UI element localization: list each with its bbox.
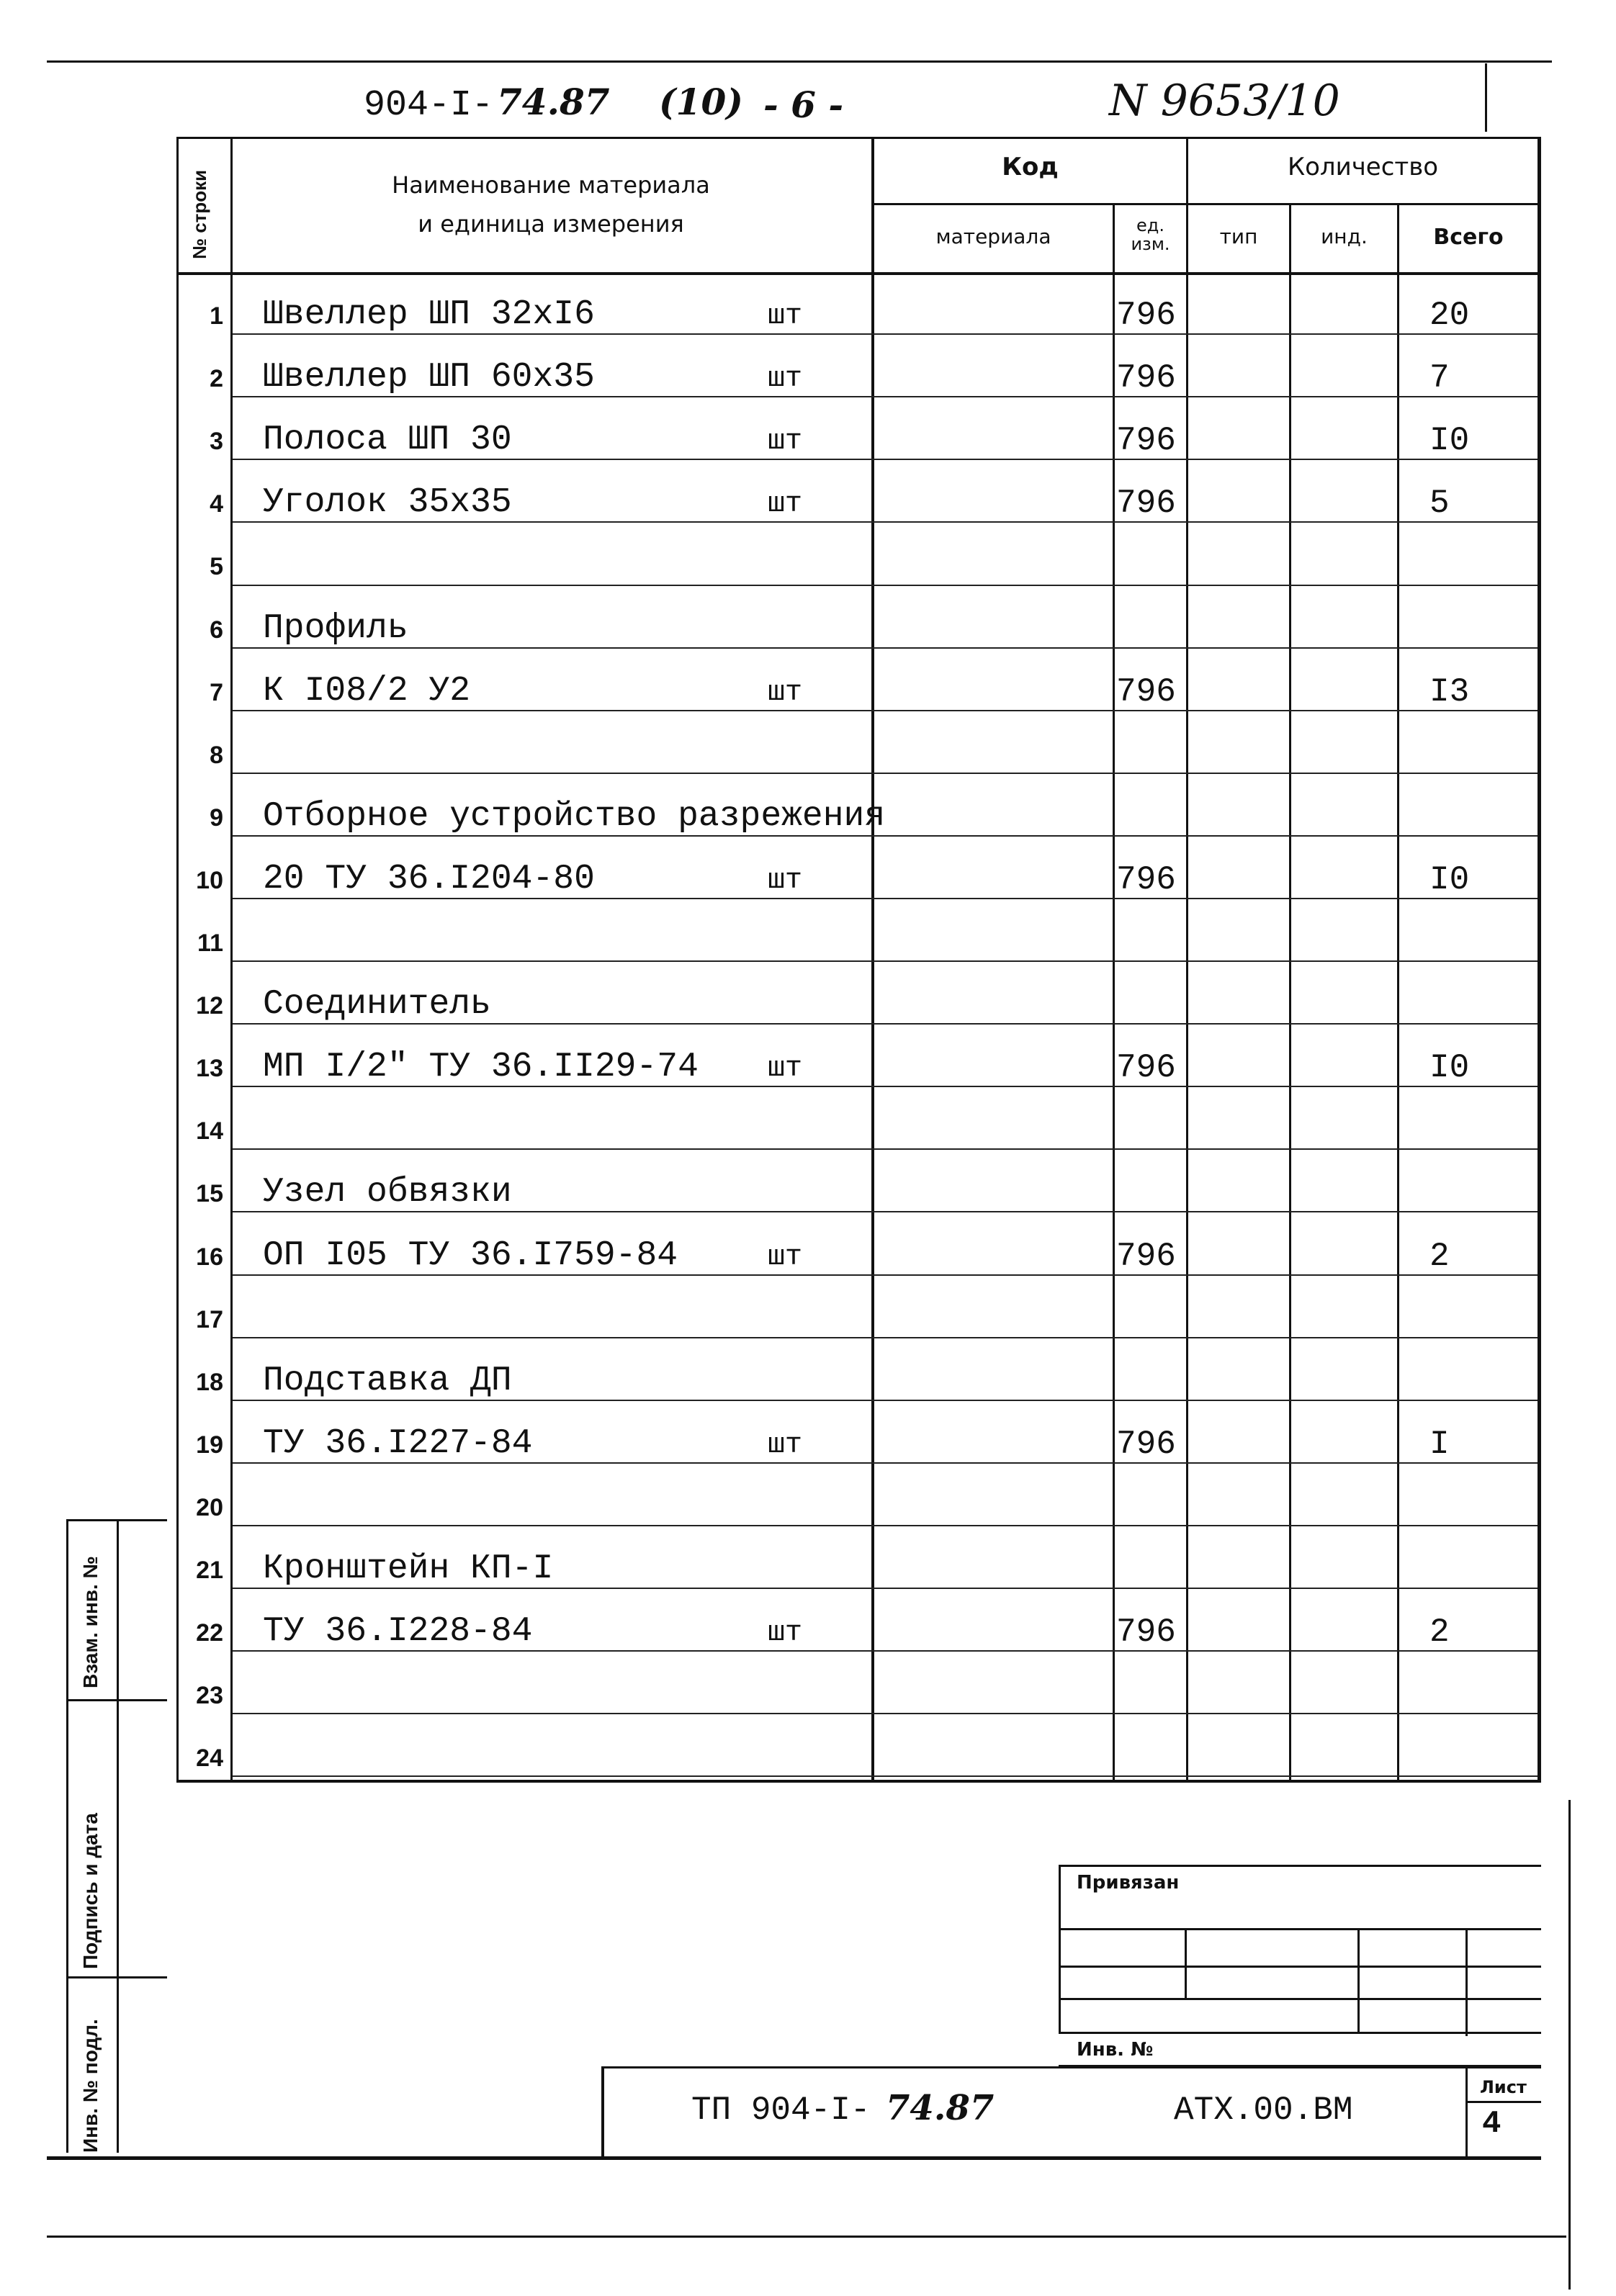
unit-cell: шт: [768, 1053, 803, 1085]
header-row-number: № строки: [189, 169, 210, 259]
row-separator: [233, 1775, 1538, 1777]
stamp-top-line: [1059, 1865, 1541, 1867]
sheet-number: (10): [659, 81, 743, 123]
material-name-cell: Отборное устройство разрежения: [263, 797, 886, 836]
material-name-cell: Профиль: [263, 609, 408, 648]
header-material-name-1: Наименование материала: [392, 171, 710, 199]
unit-code-cell: 796: [1116, 1613, 1176, 1651]
unit-cell: шт: [768, 426, 803, 458]
unit-cell: шт: [768, 1429, 803, 1462]
material-name-cell: МП I/2" ТУ 36.II29-74: [263, 1048, 699, 1086]
header-top-line: [176, 137, 1541, 139]
sheet-box-left: [1465, 2066, 1468, 2160]
quantity-total-cell: 2: [1429, 1238, 1450, 1275]
unit-cell: шт: [768, 865, 803, 897]
row-number-cell: 6: [210, 616, 223, 644]
unit-code-cell: 796: [1116, 1238, 1176, 1275]
unit-code-cell: 796: [1116, 485, 1176, 522]
col-row-number-border: [230, 137, 233, 1782]
stamp-row-line-3: [1059, 1998, 1541, 2000]
material-name-cell: Швеллер ШП 60х35: [263, 358, 595, 397]
col-ind-border: [1397, 203, 1399, 1782]
material-name-cell: ТУ 36.I227-84: [263, 1424, 533, 1463]
material-name-cell: 20 ТУ 36.I204-80: [263, 860, 595, 899]
row-number-cell: 8: [210, 742, 223, 769]
stamp-left-border: [1059, 1865, 1061, 2034]
material-name-cell: Швеллер ШП 32хI6: [263, 295, 595, 334]
col-unit-border: [1186, 137, 1188, 1782]
bottom-block-left-border: [601, 2066, 604, 2160]
row-number-cell: 24: [196, 1744, 223, 1772]
top-border-line: [47, 60, 1552, 63]
table-bottom-line: [176, 1780, 1541, 1783]
unit-code-cell: 796: [1116, 861, 1176, 899]
table-left-border: [176, 137, 179, 1782]
row-number-cell: 11: [197, 929, 223, 957]
side-strip-left-border: [66, 1519, 68, 2153]
header-qty-ind: инд.: [1321, 225, 1368, 248]
row-separator: [233, 647, 1538, 649]
unit-code-cell: 796: [1116, 1426, 1176, 1463]
quantity-total-cell: 20: [1429, 297, 1470, 334]
material-name-cell: Уголок 35х35: [263, 483, 512, 522]
unit-cell: шт: [768, 300, 803, 333]
material-name-cell: Соединитель: [263, 985, 491, 1024]
row-number-cell: 18: [196, 1369, 223, 1396]
bottom-block-bottom-line: [47, 2156, 1541, 2160]
stamp-row-line-2: [1059, 1966, 1541, 1968]
row-number-cell: 14: [196, 1117, 223, 1145]
unit-cell: шт: [768, 1241, 803, 1274]
doc-code-handwritten: 74.87: [886, 2088, 995, 2128]
page-mark: - 6 -: [763, 84, 844, 126]
header-code-group: Код: [1002, 153, 1059, 181]
sheet-label: Лист: [1480, 2077, 1527, 2097]
row-separator: [233, 1525, 1538, 1526]
row-number-cell: 17: [196, 1306, 223, 1333]
unit-code-cell: 796: [1116, 359, 1176, 397]
material-name-cell: ТУ 36.I228-84: [263, 1612, 533, 1651]
side-strip-right-border: [117, 1519, 119, 2153]
header-quantity-group: Количество: [1287, 153, 1439, 181]
side-label-signature-date: Подпись и дата: [79, 1813, 102, 1969]
unit-cell: шт: [768, 1617, 803, 1649]
row-number-cell: 15: [196, 1180, 223, 1207]
stamp-col-3: [1465, 1928, 1468, 2036]
row-number-cell: 4: [210, 490, 223, 518]
row-number-cell: 5: [210, 553, 223, 580]
material-name-cell: К I08/2 У2: [263, 672, 471, 711]
side-strip-divider-3: [66, 1976, 167, 1978]
unit-code-cell: 796: [1116, 1049, 1176, 1086]
side-strip-divider-1: [66, 1519, 167, 1521]
unit-code-cell: 796: [1116, 297, 1176, 334]
header-code-material: материала: [935, 225, 1051, 248]
material-name-cell: ОП I05 ТУ 36.I759-84: [263, 1236, 678, 1275]
material-name-cell: Полоса ШП 30: [263, 420, 512, 459]
side-label-replaced-inv: Взам. инв. №: [79, 1556, 102, 1688]
row-number-cell: 1: [210, 302, 223, 330]
row-number-cell: 2: [210, 365, 223, 392]
page-right-edge: [1568, 1800, 1571, 2290]
quantity-total-cell: 2: [1429, 1613, 1450, 1651]
quantity-total-cell: I0: [1429, 422, 1470, 459]
page-bottom-line: [47, 2236, 1566, 2238]
unit-cell: шт: [768, 363, 803, 395]
table-right-border: [1538, 137, 1541, 1782]
row-separator: [233, 585, 1538, 586]
col-name-border: [871, 137, 874, 1782]
row-number-cell: 9: [210, 804, 223, 832]
doc-suffix-handwritten: 74.87: [497, 81, 610, 123]
header-bottom-line: [176, 272, 1541, 275]
unit-cell: шт: [768, 677, 803, 709]
row-number-cell: 20: [196, 1494, 223, 1521]
header-code-unit: ед. изм.: [1131, 215, 1170, 254]
row-number-cell: 10: [196, 867, 223, 894]
doc-designation: АТХ.00.ВМ: [1174, 2092, 1353, 2129]
quantity-total-cell: I0: [1429, 861, 1470, 899]
quantity-total-cell: 7: [1429, 359, 1450, 397]
stamp-row-line-4: [1059, 2032, 1541, 2034]
row-number-cell: 13: [196, 1055, 223, 1082]
unit-code-cell: 796: [1116, 422, 1176, 459]
row-number-cell: 21: [196, 1557, 223, 1584]
header-material-name-2: и единица измерения: [418, 210, 684, 238]
attached-label: Привязан: [1077, 1872, 1180, 1894]
row-separator: [233, 1337, 1538, 1338]
sheet-box-divider: [1465, 2101, 1541, 2103]
stamp-col-1: [1185, 1928, 1187, 2000]
sheet-value: 4: [1482, 2106, 1501, 2142]
row-number-cell: 19: [196, 1431, 223, 1459]
material-name-cell: Узел обвязки: [263, 1173, 512, 1212]
unit-cell: шт: [768, 488, 803, 521]
row-number-cell: 7: [210, 679, 223, 706]
side-label-original-inv: Инв. № подл.: [79, 2019, 102, 2153]
quantity-total-cell: 5: [1429, 485, 1450, 522]
material-name-cell: Подставка ДП: [263, 1361, 512, 1400]
row-number-cell: 16: [196, 1243, 223, 1271]
header-group-line: [871, 203, 1541, 205]
unit-code-cell: 796: [1116, 673, 1176, 711]
row-separator: [233, 1713, 1538, 1714]
side-strip-divider-2: [66, 1699, 167, 1701]
doc-code-prefix: ТП 904-I-: [691, 2092, 871, 2129]
row-separator: [233, 1148, 1538, 1150]
header-right-tick: [1485, 63, 1487, 132]
stamp-row-line-1: [1059, 1928, 1541, 1930]
doc-prefix: 904-I-: [364, 85, 494, 126]
col-type-border: [1289, 203, 1291, 1782]
row-separator: [233, 960, 1538, 962]
header-qty-total: Всего: [1433, 225, 1504, 250]
row-number-cell: 22: [196, 1619, 223, 1647]
archive-number: N 9653/10: [1109, 76, 1340, 126]
bottom-block-top-line: [601, 2066, 1541, 2068]
row-separator: [233, 773, 1538, 774]
material-name-cell: Кронштейн КП-I: [263, 1549, 554, 1588]
row-number-cell: 3: [210, 428, 223, 455]
header-qty-type: тип: [1219, 225, 1258, 248]
quantity-total-cell: I3: [1429, 673, 1470, 711]
inv-number-label: Инв. №: [1077, 2039, 1154, 2061]
row-number-cell: 12: [196, 992, 223, 1019]
quantity-total-cell: I0: [1429, 1049, 1470, 1086]
col-code-border: [1113, 203, 1115, 1782]
quantity-total-cell: I: [1429, 1426, 1450, 1463]
stamp-col-2: [1357, 1928, 1360, 2032]
row-number-cell: 23: [196, 1682, 223, 1709]
